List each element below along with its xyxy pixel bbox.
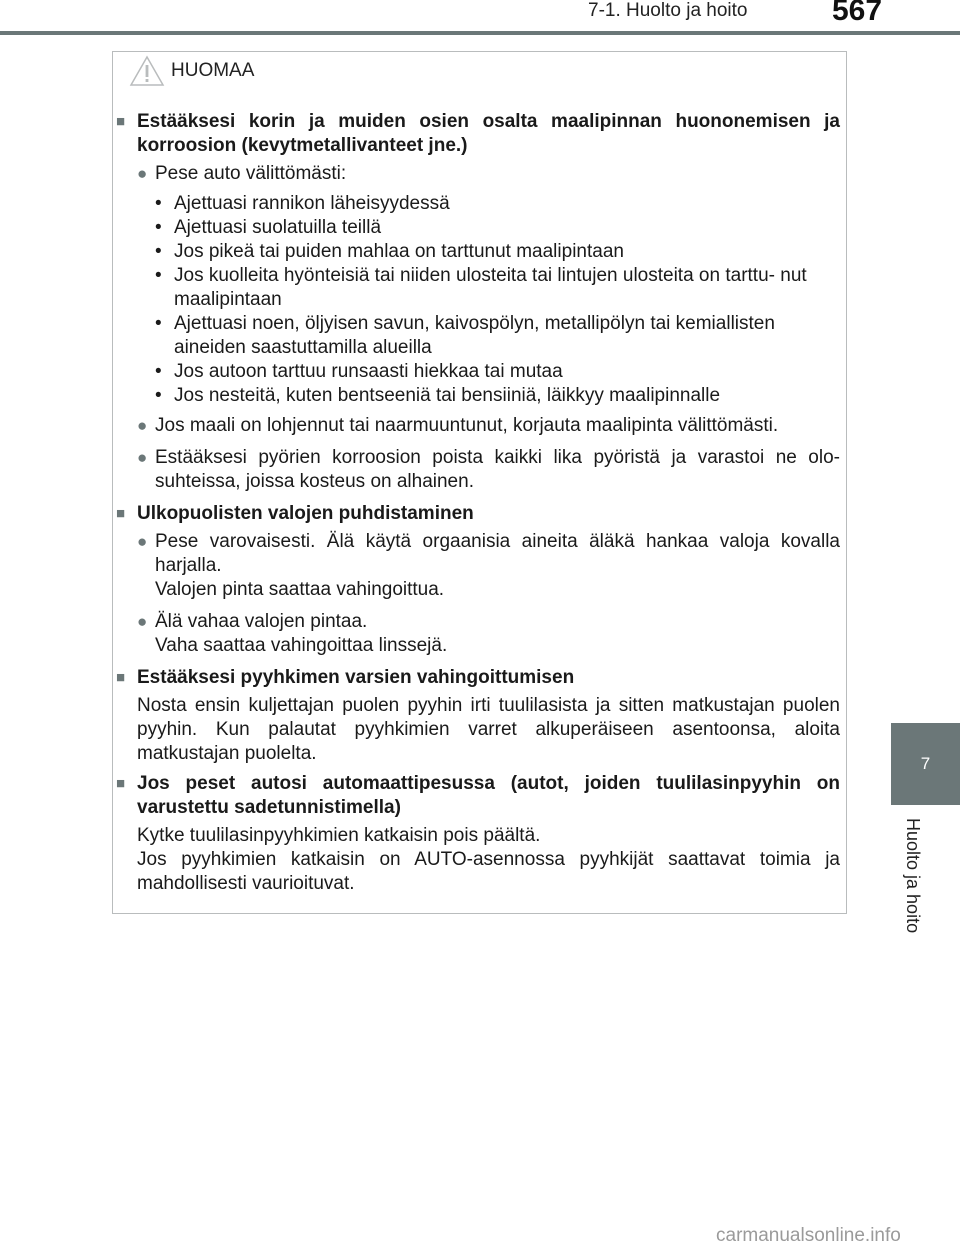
square-bullet-icon: ■ [116, 505, 126, 522]
section-heading [116, 502, 840, 526]
list-item-text [155, 530, 840, 602]
watermark: carmanualsonline.info [716, 1225, 901, 1246]
sub-list-item [155, 264, 840, 312]
warning-triangle-icon [129, 55, 165, 87]
section-heading-text: Estääksesi korin ja muiden osien osalta maalipinnan huononemisen ja korroosion (kevytmetallivanteet jne.) [137, 111, 840, 156]
sub-list-item [155, 360, 840, 384]
chapter-number: 7 [920, 754, 931, 773]
sub-list-item [155, 384, 840, 408]
chapter-label: Huolto ja hoito [903, 818, 923, 934]
section-paragraph [137, 694, 840, 766]
round-bullet-icon: ● [137, 416, 148, 435]
list-item-text [155, 414, 840, 438]
list-item [137, 530, 840, 602]
sub-list-item [155, 312, 840, 360]
section-heading-text: Jos peset autosi automaattipesussa (autot, joiden tuulilasinpyyhin on varustettu sadetunnistimella) [137, 773, 840, 818]
section-heading [116, 666, 840, 690]
sub-list-item-text: Jos autoon tarttuu runsaasti hiekkaa tai mutaa [174, 361, 563, 382]
list-item-line: Vaha saattaa vahingoittaa linssejä. [155, 635, 448, 656]
sub-list-item [155, 240, 840, 264]
dot-marker: • [155, 313, 162, 334]
sub-list-item-text: Jos kuolleita hyönteisiä tai niiden ulosteita tai lintujen ulosteita on tarttu- nut maalipintaan [174, 265, 807, 310]
notice-header [129, 54, 254, 88]
notice-title: HUOMAA [171, 60, 255, 81]
list-item-line: Jos maali on lohjennut tai naarmuuntunut, korjauta maalipinta välittömästi. [155, 415, 779, 436]
dot-marker: • [155, 193, 162, 214]
section-paragraph [137, 824, 840, 896]
section-heading-text: Ulkopuolisten valojen puhdistaminen [137, 503, 474, 524]
chapter-tab [891, 723, 960, 805]
sub-list-item-text: Jos pikeä tai puiden mahlaa on tarttunut maalipintaan [174, 241, 624, 262]
sub-list-item [155, 192, 840, 216]
sub-list [155, 192, 840, 408]
section-heading-text: Estääksesi pyyhkimen varsien vahingoittumisen [137, 667, 575, 688]
list-item-line: Pese varovaisesti. Älä käytä orgaanisia aineita äläkä hankaa valoja kovalla harjalla. [155, 531, 840, 576]
round-bullet-icon: ● [137, 532, 148, 551]
paragraph-line: Nosta ensin kuljettajan puolen pyyhin irti tuulilasista ja sitten matkustajan puolen pyyhin. Kun palautat pyyhkimien varret alkuperäiseen asentoonsa, aloita matkustajan puolelta. [137, 695, 840, 764]
paragraph-line: Kytke tuulilasinpyyhkimien katkaisin pois päältä. [137, 825, 541, 846]
notice-content [116, 110, 840, 896]
list-item [137, 610, 840, 658]
dot-marker: • [155, 241, 162, 262]
section-heading [116, 110, 840, 158]
list-item-text [155, 446, 840, 494]
round-bullet-icon: ● [137, 612, 148, 631]
round-bullet-icon: ● [137, 448, 148, 467]
page-number: 567 [832, 0, 883, 27]
list-item-line: Pese auto välittömästi: [155, 163, 347, 184]
header-section-title: 7-1. Huolto ja hoito [588, 0, 748, 21]
round-bullet-icon: ● [137, 164, 148, 183]
list-item [137, 446, 840, 494]
square-bullet-icon: ■ [116, 669, 126, 686]
list-item-line: Valojen pinta saattaa vahingoittua. [155, 579, 445, 600]
paragraph-line: Jos pyyhkimien katkaisin on AUTO-asennossa pyyhkijät saattavat toimia ja mahdollisesti vaurioituvat. [137, 849, 840, 894]
sub-list-item-text: Ajettuasi suolatuilla teillä [174, 217, 382, 238]
sub-list-item-text: Ajettuasi noen, öljyisen savun, kaivospölyn, metallipölyn tai kemiallisten aineiden saastuttamilla alueilla [174, 313, 775, 358]
header-rule [0, 31, 960, 35]
list-item-text [155, 610, 840, 658]
square-bullet-icon: ■ [116, 775, 126, 792]
sub-list-item [155, 216, 840, 240]
dot-marker: • [155, 265, 162, 286]
list-item-text [155, 162, 840, 186]
dot-marker: • [155, 385, 162, 406]
dot-marker: • [155, 361, 162, 382]
square-bullet-icon: ■ [116, 113, 126, 130]
sub-list-item-text: Jos nesteitä, kuten bentseeniä tai bensiiniä, läikkyy maalipinnalle [174, 385, 721, 406]
section-heading [116, 772, 840, 820]
list-item-line: Estääksesi pyörien korroosion poista kaikki lika pyöristä ja varastoi ne olo- suhteissa, joissa kosteus on alhainen. [155, 447, 840, 492]
dot-marker: • [155, 217, 162, 238]
list-item [137, 414, 840, 438]
list-item-line: Älä vahaa valojen pintaa. [155, 611, 368, 632]
sub-list-item-text: Ajettuasi rannikon läheisyydessä [174, 193, 450, 214]
list-item [137, 162, 840, 186]
